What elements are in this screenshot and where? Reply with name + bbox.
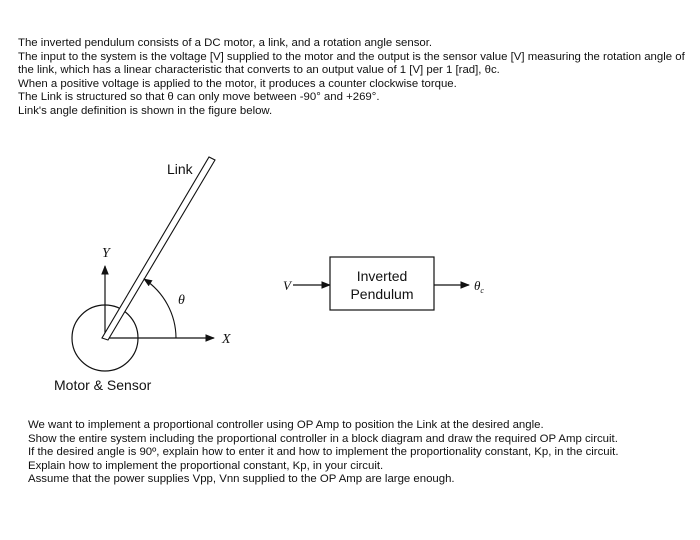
intro-line-2: The input to the system is the voltage [V] supplied to the motor and the output is the sensor value [V] measuring the rotation angle of the link, which has a linear characteristic that converts to an output value of 1 [V] per 1 [rad], θc. bbox=[18, 50, 685, 77]
task-line-3: If the desired angle is 90º, explain how to enter it and how to implement the proportionality constant, Kp, in the circuit. bbox=[28, 446, 619, 459]
problem-intro bbox=[18, 37, 694, 119]
figure-area bbox=[0, 140, 700, 410]
output-subscript: c bbox=[480, 286, 484, 295]
task-line-1: We want to implement a proportional controller using OP Amp to position the Link at the desired angle. bbox=[28, 419, 544, 431]
task-line-2: Show the entire system including the proportional controller in a block diagram and draw the required OP Amp circuit. bbox=[28, 432, 618, 445]
block-label-line1: Inverted bbox=[356, 268, 408, 284]
output-theta: θ bbox=[474, 278, 481, 293]
task-line-4: Explain how to implement the proportional constant, Kp, in your circuit. bbox=[28, 459, 384, 472]
intro-line-3: When a positive voltage is applied to the motor, it produces a counter clockwise torque. bbox=[18, 77, 457, 90]
intro-line-4: The Link is structured so that θ can only move between -90° and +269°. bbox=[18, 91, 380, 104]
angle-arc bbox=[144, 279, 176, 338]
task-questions bbox=[28, 419, 688, 487]
intro-line-5: Link's angle definition is shown in the figure below. bbox=[18, 104, 273, 117]
task-line-5: Assume that the power supplies Vpp, Vnn supplied to the OP Amp are large enough. bbox=[28, 473, 455, 486]
link-label: Link bbox=[167, 161, 193, 177]
block-diagram bbox=[283, 257, 484, 310]
angle-label: θ bbox=[178, 293, 185, 308]
figure-svg bbox=[0, 140, 700, 410]
input-label: V bbox=[283, 278, 291, 293]
motor-sensor-label: Motor & Sensor bbox=[54, 377, 152, 393]
x-axis-label: X bbox=[222, 332, 231, 347]
pendulum-figure bbox=[54, 157, 231, 393]
block-label-line2: Pendulum bbox=[350, 286, 414, 302]
intro-line-1: The inverted pendulum consists of a DC motor, a link, and a rotation angle sensor. bbox=[18, 37, 433, 49]
link-bar bbox=[102, 157, 215, 340]
y-axis-label: Y bbox=[102, 246, 110, 261]
output-label bbox=[474, 278, 484, 295]
